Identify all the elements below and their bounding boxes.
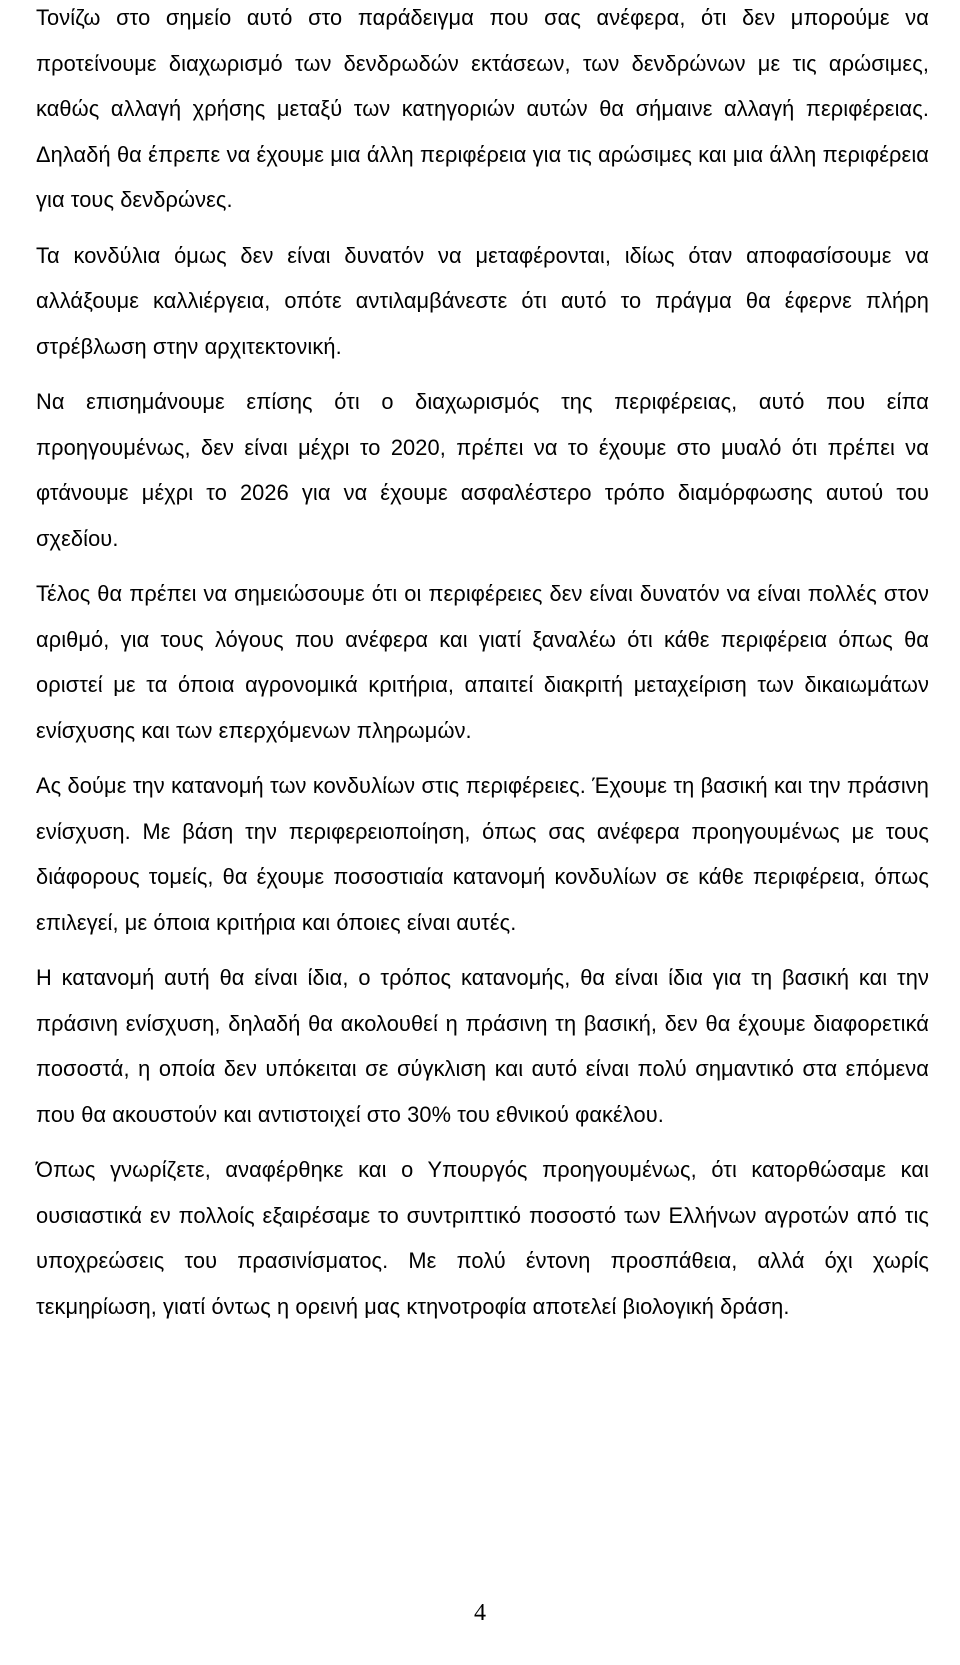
paragraph-1: Τονίζω στο σημείο αυτό στο παράδειγμα που σας ανέφερα, ότι δεν μπορούμε να προτείνουμε διαχωρισμό των δενδρωδών εκτάσεων, των δενδρώνων με τις αρώσιμες, καθώς αλλαγή χρήσης μεταξύ των κατηγοριών αυτών θα σήμαινε αλλαγή περιφέρειας. Δηλαδή θα έπρεπε να έχουμε μια άλλη περιφέρεια για τις αρώσιμες και μια άλλη περιφέρεια για τους δενδρώνες. [36, 5, 929, 212]
paragraph-5: Ας δούμε την κατανομή των κονδυλίων στις περιφέρειες. Έχουμε τη βασική και την πράσινη ενίσχυση. Με βάση την περιφερειοποίηση, όπως σας ανέφερα προηγουμένως με τους διάφορους τομείς, θα έχουμε ποσοστιαία κατανομή κονδυλίων σε κάθε περιφέρεια, όπως επιλεγεί, με όποια κριτήρια και όποιες είναι αυτές. [36, 773, 929, 935]
paragraph-4: Τέλος θα πρέπει να σημειώσουμε ότι οι περιφέρειες δεν είναι δυνατόν να είναι πολλές στον αριθμό, για τους λόγους που ανέφερα και γιατί ξαναλέω ότι κάθε περιφέρεια όπως θα οριστεί με τα όποια αγρονομικά κριτήρια, απαιτεί διακριτή μεταχείριση των δικαιωμάτων ενίσχυσης και των επερχόμενων πληρωμών. [36, 581, 929, 743]
paragraph-2: Τα κονδύλια όμως δεν είναι δυνατόν να μεταφέρονται, ιδίως όταν αποφασίσουμε να αλλάξουμε καλλιέργεια, οπότε αντιλαμβάνεστε ότι αυτό το πράγμα θα έφερνε πλήρη στρέβλωση στην αρχιτεκτονική. [36, 242, 929, 359]
document-body [36, 0, 929, 1339]
paragraph-6: Η κατανομή αυτή θα είναι ίδια, ο τρόπος κατανομής, θα είναι ίδια για τη βασική και την πράσινη ενίσχυση, δηλαδή θα ακολουθεί η πράσινη τη βασική, δεν θα έχουμε διαφορετικά ποσοστά, η οποία δεν υπόκειται σε σύγκλιση και αυτό είναι πολύ σημαντικό στα επόμενα που θα ακουστούν και αντιστοιχεί στο 30% του εθνικού φακέλου. [36, 965, 929, 1127]
paragraph-3: Να επισημάνουμε επίσης ότι ο διαχωρισμός της περιφέρειας, αυτό που είπα προηγουμένως, δεν είναι μέχρι το 2020, πρέπει να το έχουμε στο μυαλό ότι πρέπει να φτάνουμε μέχρι το 2026 για να έχουμε ασφαλέστερο τρόπο διαμόρφωσης αυτού του σχεδίου. [36, 389, 929, 551]
paragraph-7: Όπως γνωρίζετε, αναφέρθηκε και ο Υπουργός προηγουμένως, ότι κατορθώσαμε και ουσιαστικά εν πολλοίς εξαιρέσαμε το συντριπτικό ποσοστό των Ελλήνων αγροτών από τις υποχρεώσεις του πρασινίσματος. Με πολύ έντονη προσπάθεια, αλλά όχι χωρίς τεκμηρίωση, γιατί όντως η ορεινή μας κτηνοτροφία αποτελεί βιολογική δράση. [36, 1157, 929, 1319]
page-number: 4 [474, 1600, 486, 1626]
